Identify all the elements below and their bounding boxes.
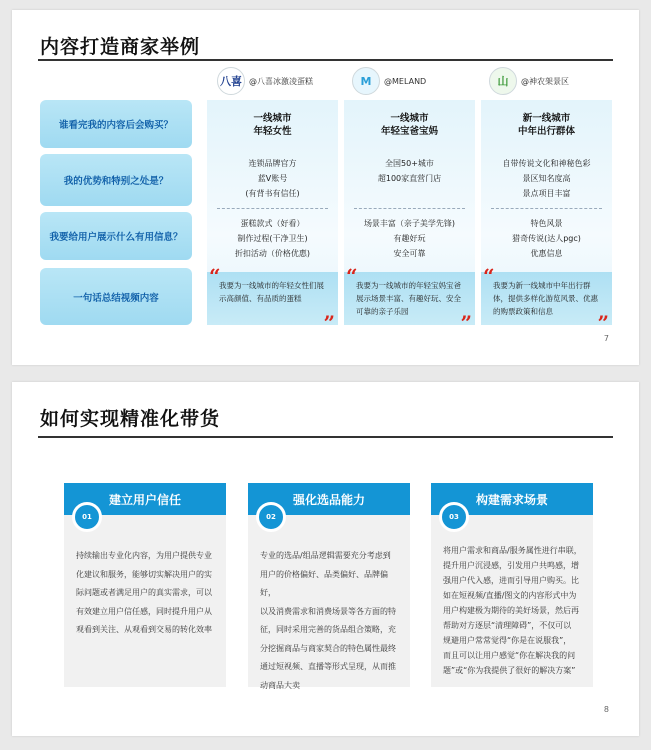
info-item: 安全可靠 — [393, 249, 426, 258]
page-number: 7 — [603, 334, 609, 343]
advantage-item: 景点项目丰富 — [522, 189, 571, 198]
info-item: 蛋糕款式（好看） — [240, 219, 305, 228]
body-line: 有效建立用户信任感，同时提升用户从 — [76, 606, 212, 616]
heading-line: 中年出行群体 — [517, 126, 575, 137]
info-item: 猎奇传说(达人pgc) — [512, 234, 581, 243]
info-block — [207, 216, 338, 261]
close-quote-icon: ” — [323, 311, 335, 335]
advantage-item: 超100家直营门店 — [377, 174, 442, 183]
body-line: 帮助对方逐层“清理障碍”，不仅可以 — [443, 621, 572, 630]
row-label-info: 我要给用户展示什么有用信息？ — [40, 212, 192, 260]
column-heading — [481, 112, 612, 138]
body-line: 征，同时采用完善的货品组合策略，充 — [260, 625, 396, 634]
info-item: 有趣好玩 — [393, 234, 426, 243]
info-item: 制作过程(干净卫生) — [237, 234, 308, 243]
body-line: 专业的选品/组品逻辑需要充分考虑到 — [260, 551, 391, 560]
card-title: 构建需求场景 — [431, 483, 593, 515]
advantage-item: 全国50+城市 — [385, 159, 434, 168]
column-shennongjia — [481, 100, 612, 335]
card-title: 强化选品能力 — [248, 483, 410, 515]
advantage-item: 自带传说文化和神秘色彩 — [502, 159, 591, 168]
advantages-block — [207, 156, 338, 201]
body-line: 际问题或者满足用户的真实需求，可以 — [76, 588, 212, 597]
heading-line: 年轻女性 — [253, 126, 292, 137]
body-line: 观看到关注、从观看到交易的转化效率 — [76, 625, 212, 634]
open-quote-icon: “ — [209, 264, 221, 288]
advantage-item: (有背书有信任) — [245, 189, 300, 198]
body-line: 用户构建极为期待的美好场景，然后再 — [443, 606, 579, 615]
close-quote-icon: ” — [460, 311, 472, 335]
body-line: 通过短视频、直播等形式呈现，从而推 — [260, 662, 396, 671]
card-demand-scenario — [431, 483, 593, 687]
meland-logo-icon: M — [352, 67, 380, 95]
body-line: 题”或“你为我提供了很好的解决方案” — [443, 666, 576, 675]
heading-line: 新一线城市 — [522, 113, 571, 124]
brand-baxi — [217, 67, 313, 95]
quote-text: 我要为一线城市的年轻宝妈宝爸展示场景丰富、有趣好玩、安全可靠的亲子乐园 — [356, 281, 461, 316]
card-number-badge: 02 — [256, 502, 286, 532]
info-item: 场景丰富（亲子美学先锋) — [363, 219, 456, 228]
advantage-item: 蓝V账号 — [257, 174, 288, 183]
column-heading — [207, 112, 338, 138]
summary-quote — [344, 264, 475, 335]
column-heading — [344, 112, 475, 138]
slide-title: 内容打造商家举例 — [40, 36, 201, 58]
open-quote-icon: “ — [346, 264, 358, 288]
body-line: 规避用户常常觉得“你是在说服我”， — [443, 636, 572, 645]
shennongjia-logo-icon: 山 — [489, 67, 517, 95]
title-divider — [38, 436, 613, 438]
brand-shennongjia — [489, 67, 569, 95]
info-item: 优惠信息 — [530, 249, 563, 258]
info-block — [481, 216, 612, 261]
open-quote-icon: “ — [483, 264, 495, 288]
quote-text: 我要为新一线城市中年出行群体，提供多样化游览风景、优惠的购票政策和信息 — [493, 281, 598, 316]
advantage-item: 连锁品牌官方 — [248, 159, 297, 168]
brand-name: @八喜冰激凌蛋糕 — [249, 76, 313, 86]
body-line: 提升用户沉浸感，引发用户共鸣感，增 — [443, 561, 579, 570]
brand-name: @MELAND — [384, 76, 427, 86]
body-line: 分挖掘商品与商家契合的特色属性最终 — [260, 643, 396, 653]
summary-quote — [207, 264, 338, 335]
brand-name: @神农架景区 — [521, 76, 569, 86]
row-label-advantage: 我的优势和特别之处是？ — [40, 154, 192, 206]
advantage-item: 景区知名度高 — [522, 174, 571, 183]
page-number: 8 — [603, 705, 609, 714]
info-item: 特色风景 — [530, 219, 563, 228]
body-line: 持续输出专业化内容，为用户提供专业 — [76, 551, 212, 560]
brand-meland — [352, 67, 426, 95]
body-line: 强用户代入感，进而引导用户购买。比 — [443, 576, 579, 585]
advantages-block — [344, 156, 475, 186]
info-block — [344, 216, 475, 261]
card-build-trust — [64, 483, 226, 687]
heading-line: 一线城市 — [390, 113, 429, 124]
body-line: 如在短视频/直播/图文的内容形式中为 — [443, 591, 577, 600]
advantages-block — [481, 156, 612, 201]
body-line: 用户的价格偏好、品类偏好、品牌偏好， — [260, 569, 388, 597]
column-meland — [344, 100, 475, 335]
heading-line: 年轻宝爸宝妈 — [380, 126, 438, 137]
slide-merchant-examples — [12, 10, 639, 365]
dashed-divider — [491, 208, 602, 209]
body-line: 动商品大卖 — [260, 680, 300, 690]
heading-line: 一线城市 — [253, 113, 292, 124]
card-body — [443, 543, 585, 678]
slide-title: 如何实现精准化带货 — [40, 408, 221, 430]
body-line: 化建议和服务，能够切实解决用户的实 — [76, 569, 212, 579]
summary-quote — [481, 264, 612, 335]
dashed-divider — [217, 208, 328, 209]
card-number-badge: 01 — [72, 502, 102, 532]
card-body — [76, 547, 218, 640]
body-line: 而且可以让用户感觉“你在解决我的问 — [443, 651, 576, 660]
row-label-buyer: 谁看完我的内容后会购买？ — [40, 100, 192, 148]
quote-text: 我要为一线城市的年轻女性们展示高颜值、有品质的蛋糕 — [219, 281, 324, 303]
card-product-selection — [248, 483, 410, 690]
card-title: 建立用户信任 — [64, 483, 226, 515]
slide-precise-selling — [12, 382, 639, 736]
info-item: 折扣活动（价格优惠) — [234, 249, 311, 258]
title-divider — [38, 59, 613, 61]
close-quote-icon: ” — [597, 311, 609, 335]
card-number-badge: 03 — [439, 502, 469, 532]
row-label-summary: 一句话总结视频内容 — [40, 268, 192, 325]
baxi-logo-icon: 八喜 — [217, 67, 245, 95]
dashed-divider — [354, 208, 465, 209]
body-line: 以及消费需求和消费场景等各方面的特 — [260, 606, 396, 616]
column-baxi — [207, 100, 338, 335]
body-line: 将用户需求和商品/服务属性进行串联， — [443, 546, 582, 555]
card-body — [260, 547, 402, 695]
